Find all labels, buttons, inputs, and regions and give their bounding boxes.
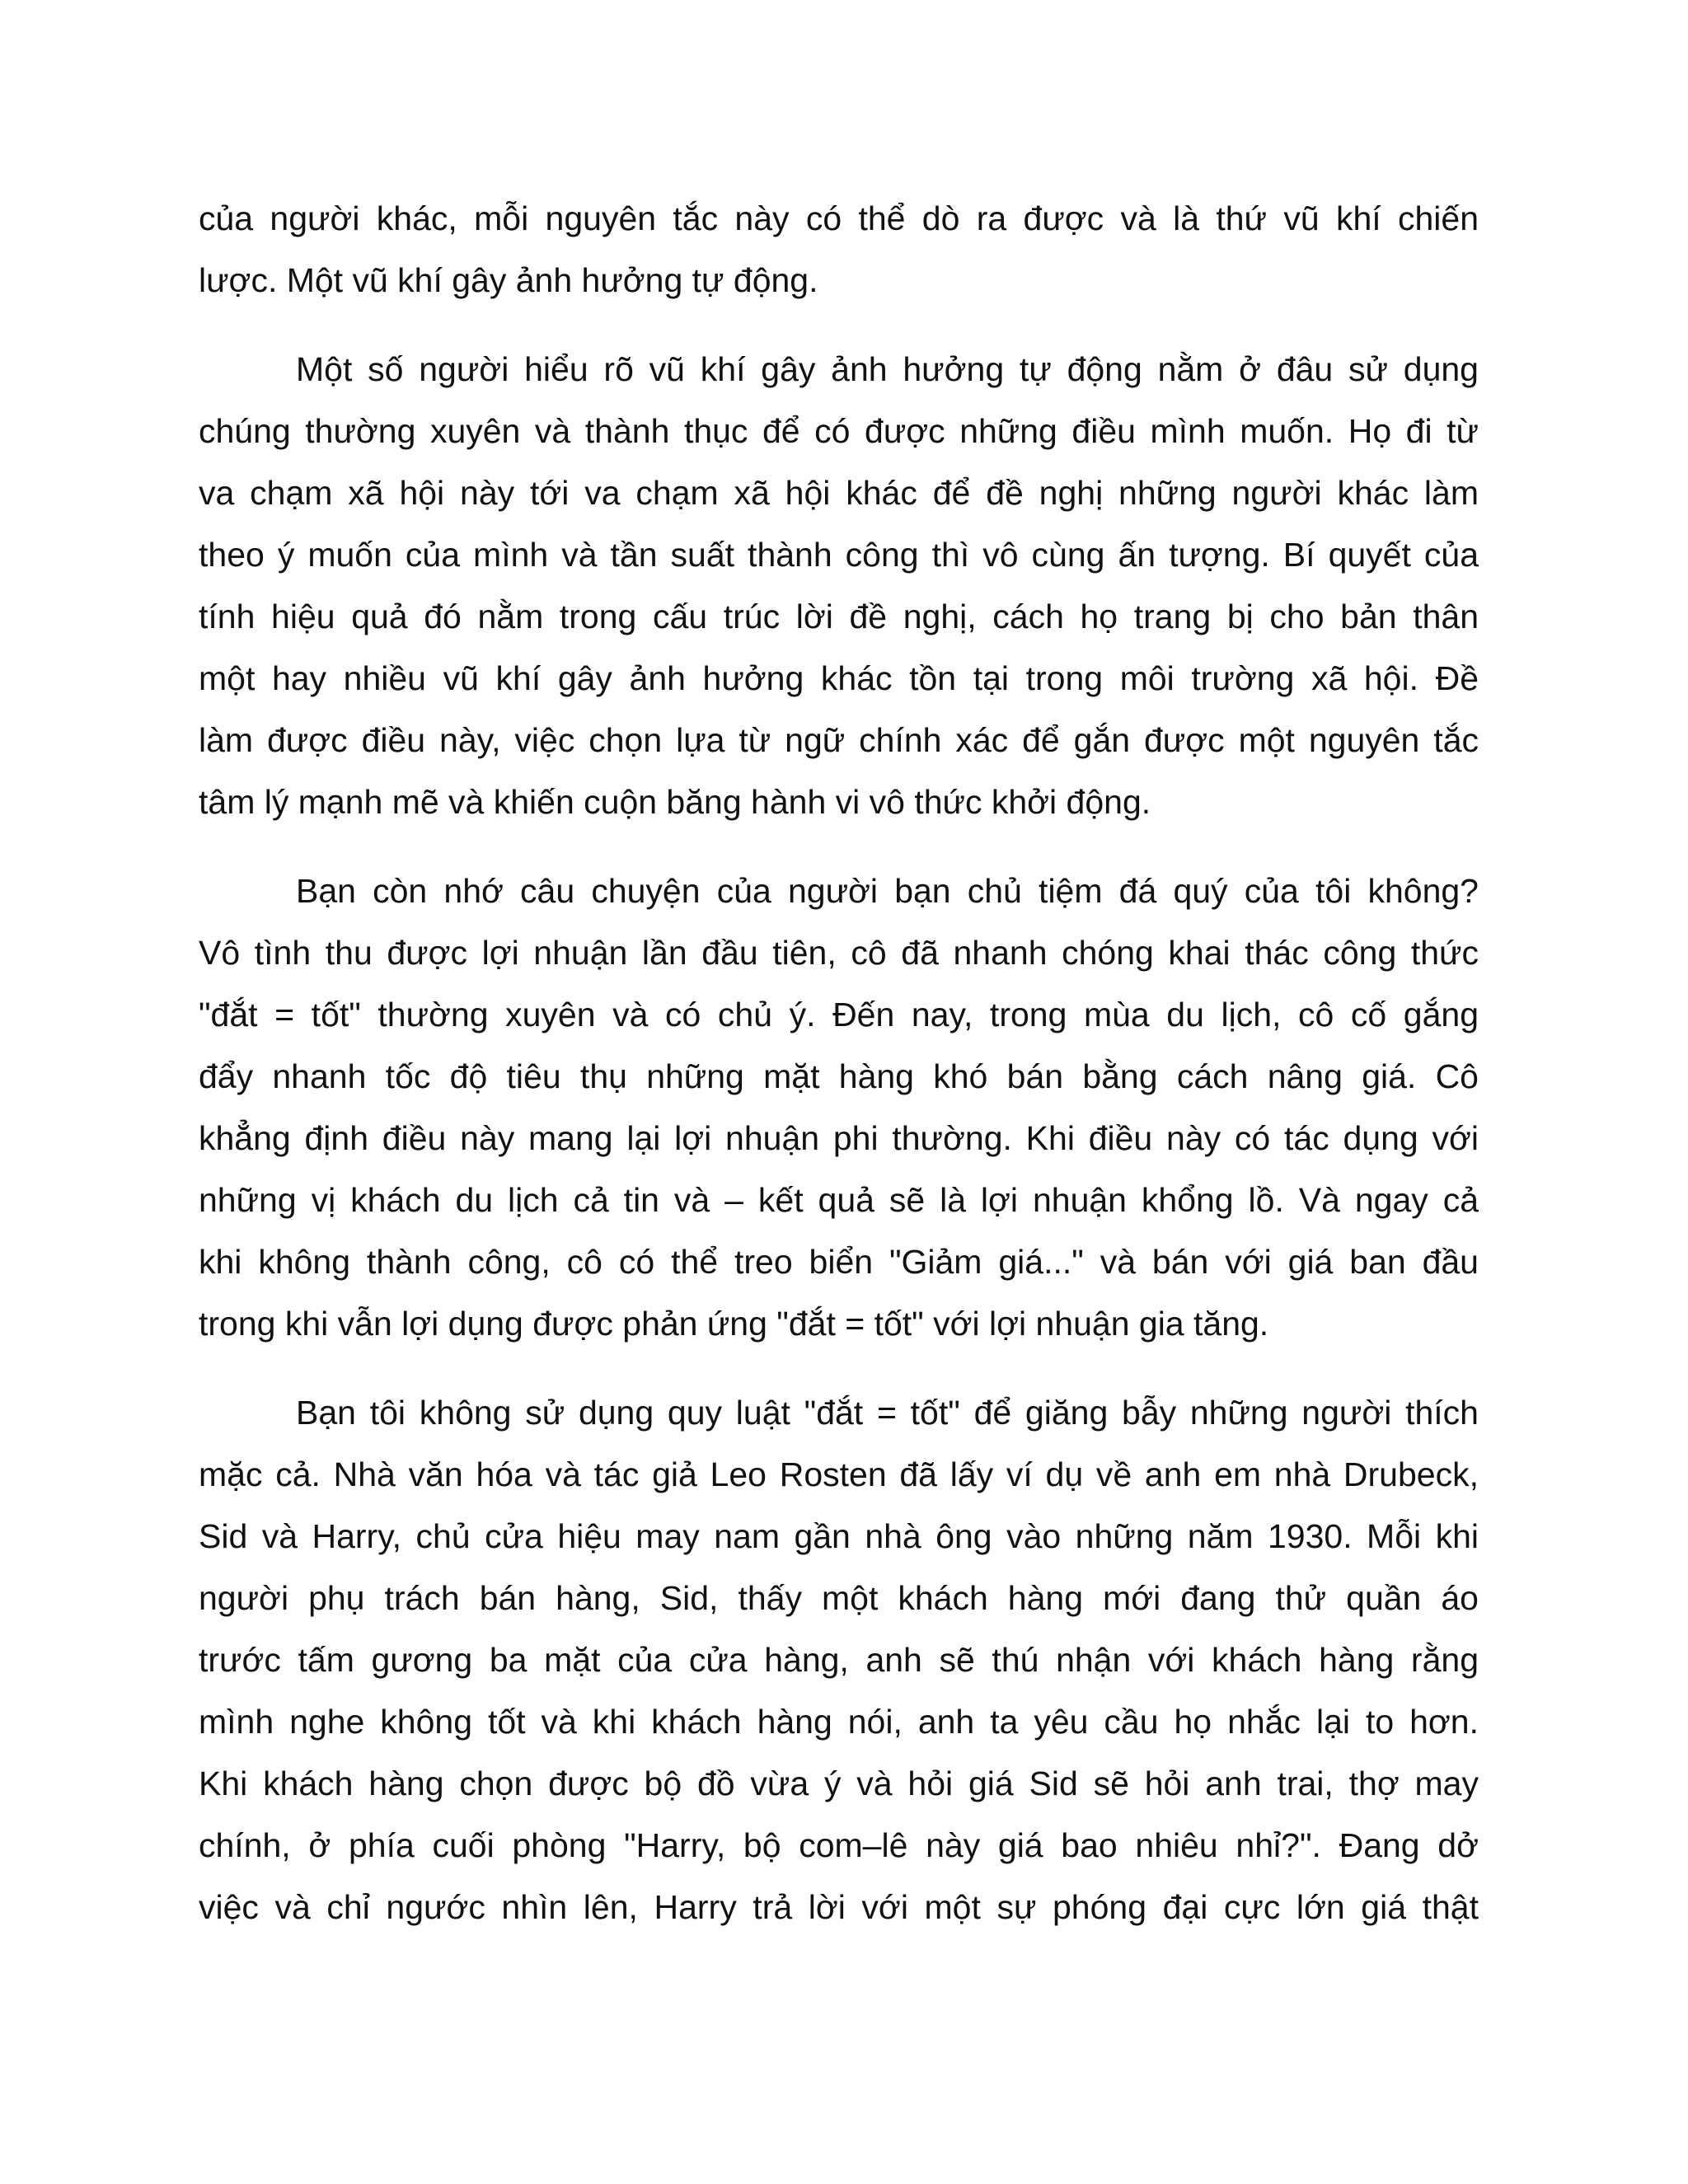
- text-line: người phụ trách bán hàng, Sid, thấy một khách hàng mới đang thử quần áo: [199, 1579, 1479, 1617]
- text-line: Khi khách hàng chọn được bộ đồ vừa ý và hỏi giá Sid sẽ hỏi anh trai, thợ may: [199, 1765, 1479, 1802]
- text-line: chúng thường xuyên và thành thục để có được những điều mình muốn. Họ đi từ: [199, 412, 1479, 450]
- text-line: đẩy nhanh tốc độ tiêu thụ những mặt hàng khó bán bằng cách nâng giá. Cô: [199, 1057, 1479, 1095]
- text-line: một hay nhiều vũ khí gây ảnh hưởng khác tồn tại trong môi trường xã hội. Đề: [199, 659, 1479, 697]
- text-line: Vô tình thu được lợi nhuận lần đầu tiên, cô đã nhanh chóng khai thác công thức: [199, 934, 1479, 972]
- text-line: của người khác, mỗi nguyên tắc này có thể dò ra được và là thứ vũ khí chiến: [199, 199, 1479, 237]
- text-line: việc và chỉ ngước nhìn lên, Harry trả lời với một sự phóng đại cực lớn giá thật: [199, 1888, 1479, 1926]
- text-line: những vị khách du lịch cả tin và – kết quả sẽ là lợi nhuận khổng lồ. Và ngay cả: [199, 1181, 1479, 1219]
- text-line: làm được điều này, việc chọn lựa từ ngữ chính xác để gắn được một nguyên tắc: [199, 721, 1479, 759]
- text-line: Một số người hiểu rõ vũ khí gây ảnh hưởng tự động nằm ở đâu sử dụng: [296, 350, 1479, 388]
- text-line: trước tấm gương ba mặt của cửa hàng, anh sẽ thú nhận với khách hàng rằng: [199, 1641, 1479, 1679]
- text-line: khẳng định điều này mang lại lợi nhuận phi thường. Khi điều này có tác dụng với: [199, 1119, 1479, 1157]
- text-line: va chạm xã hội này tới va chạm xã hội khác để đề nghị những người khác làm: [199, 474, 1479, 512]
- paragraph-1: [199, 188, 1479, 312]
- text-line: tâm lý mạnh mẽ và khiến cuộn băng hành vi vô thức khởi động.: [199, 783, 1151, 821]
- text-line: lược. Một vũ khí gây ảnh hưởng tự động.: [199, 261, 818, 299]
- text-line: mặc cả. Nhà văn hóa và tác giả Leo Rosten đã lấy ví dụ về anh em nhà Drubeck,: [199, 1455, 1479, 1493]
- text-line: theo ý muốn của mình và tần suất thành công thì vô cùng ấn tượng. Bí quyết của: [199, 536, 1479, 574]
- text-line: khi không thành công, cô có thể treo biển "Giảm giá..." và bán với giá ban đầu: [199, 1243, 1479, 1281]
- text-line: tính hiệu quả đó nằm trong cấu trúc lời đề nghị, cách họ trang bị cho bản thân: [199, 598, 1479, 635]
- paragraph-2: [199, 339, 1479, 833]
- text-line: Sid và Harry, chủ cửa hiệu may nam gần nhà ông vào những năm 1930. Mỗi khi: [199, 1517, 1479, 1555]
- text-line: trong khi vẫn lợi dụng được phản ứng "đắt = tốt" với lợi nhuận gia tăng.: [199, 1305, 1269, 1343]
- text-line: "đắt = tốt" thường xuyên và có chủ ý. Đến nay, trong mùa du lịch, cô cố gắng: [199, 996, 1479, 1033]
- text-line: Bạn còn nhớ câu chuyện của người bạn chủ tiệm đá quý của tôi không?: [296, 872, 1479, 910]
- text-line: chính, ở phía cuối phòng "Harry, bộ com–lê này giá bao nhiêu nhỉ?". Đang dở: [199, 1826, 1479, 1864]
- paragraph-4: [199, 1382, 1479, 1938]
- body-text: [199, 188, 1479, 1966]
- text-line: Bạn tôi không sử dụng quy luật "đắt = tốt" để giăng bẫy những người thích: [296, 1394, 1479, 1432]
- paragraph-3: [199, 860, 1479, 1355]
- text-line: mình nghe không tốt và khi khách hàng nói, anh ta yêu cầu họ nhắc lại to hơn.: [199, 1703, 1479, 1741]
